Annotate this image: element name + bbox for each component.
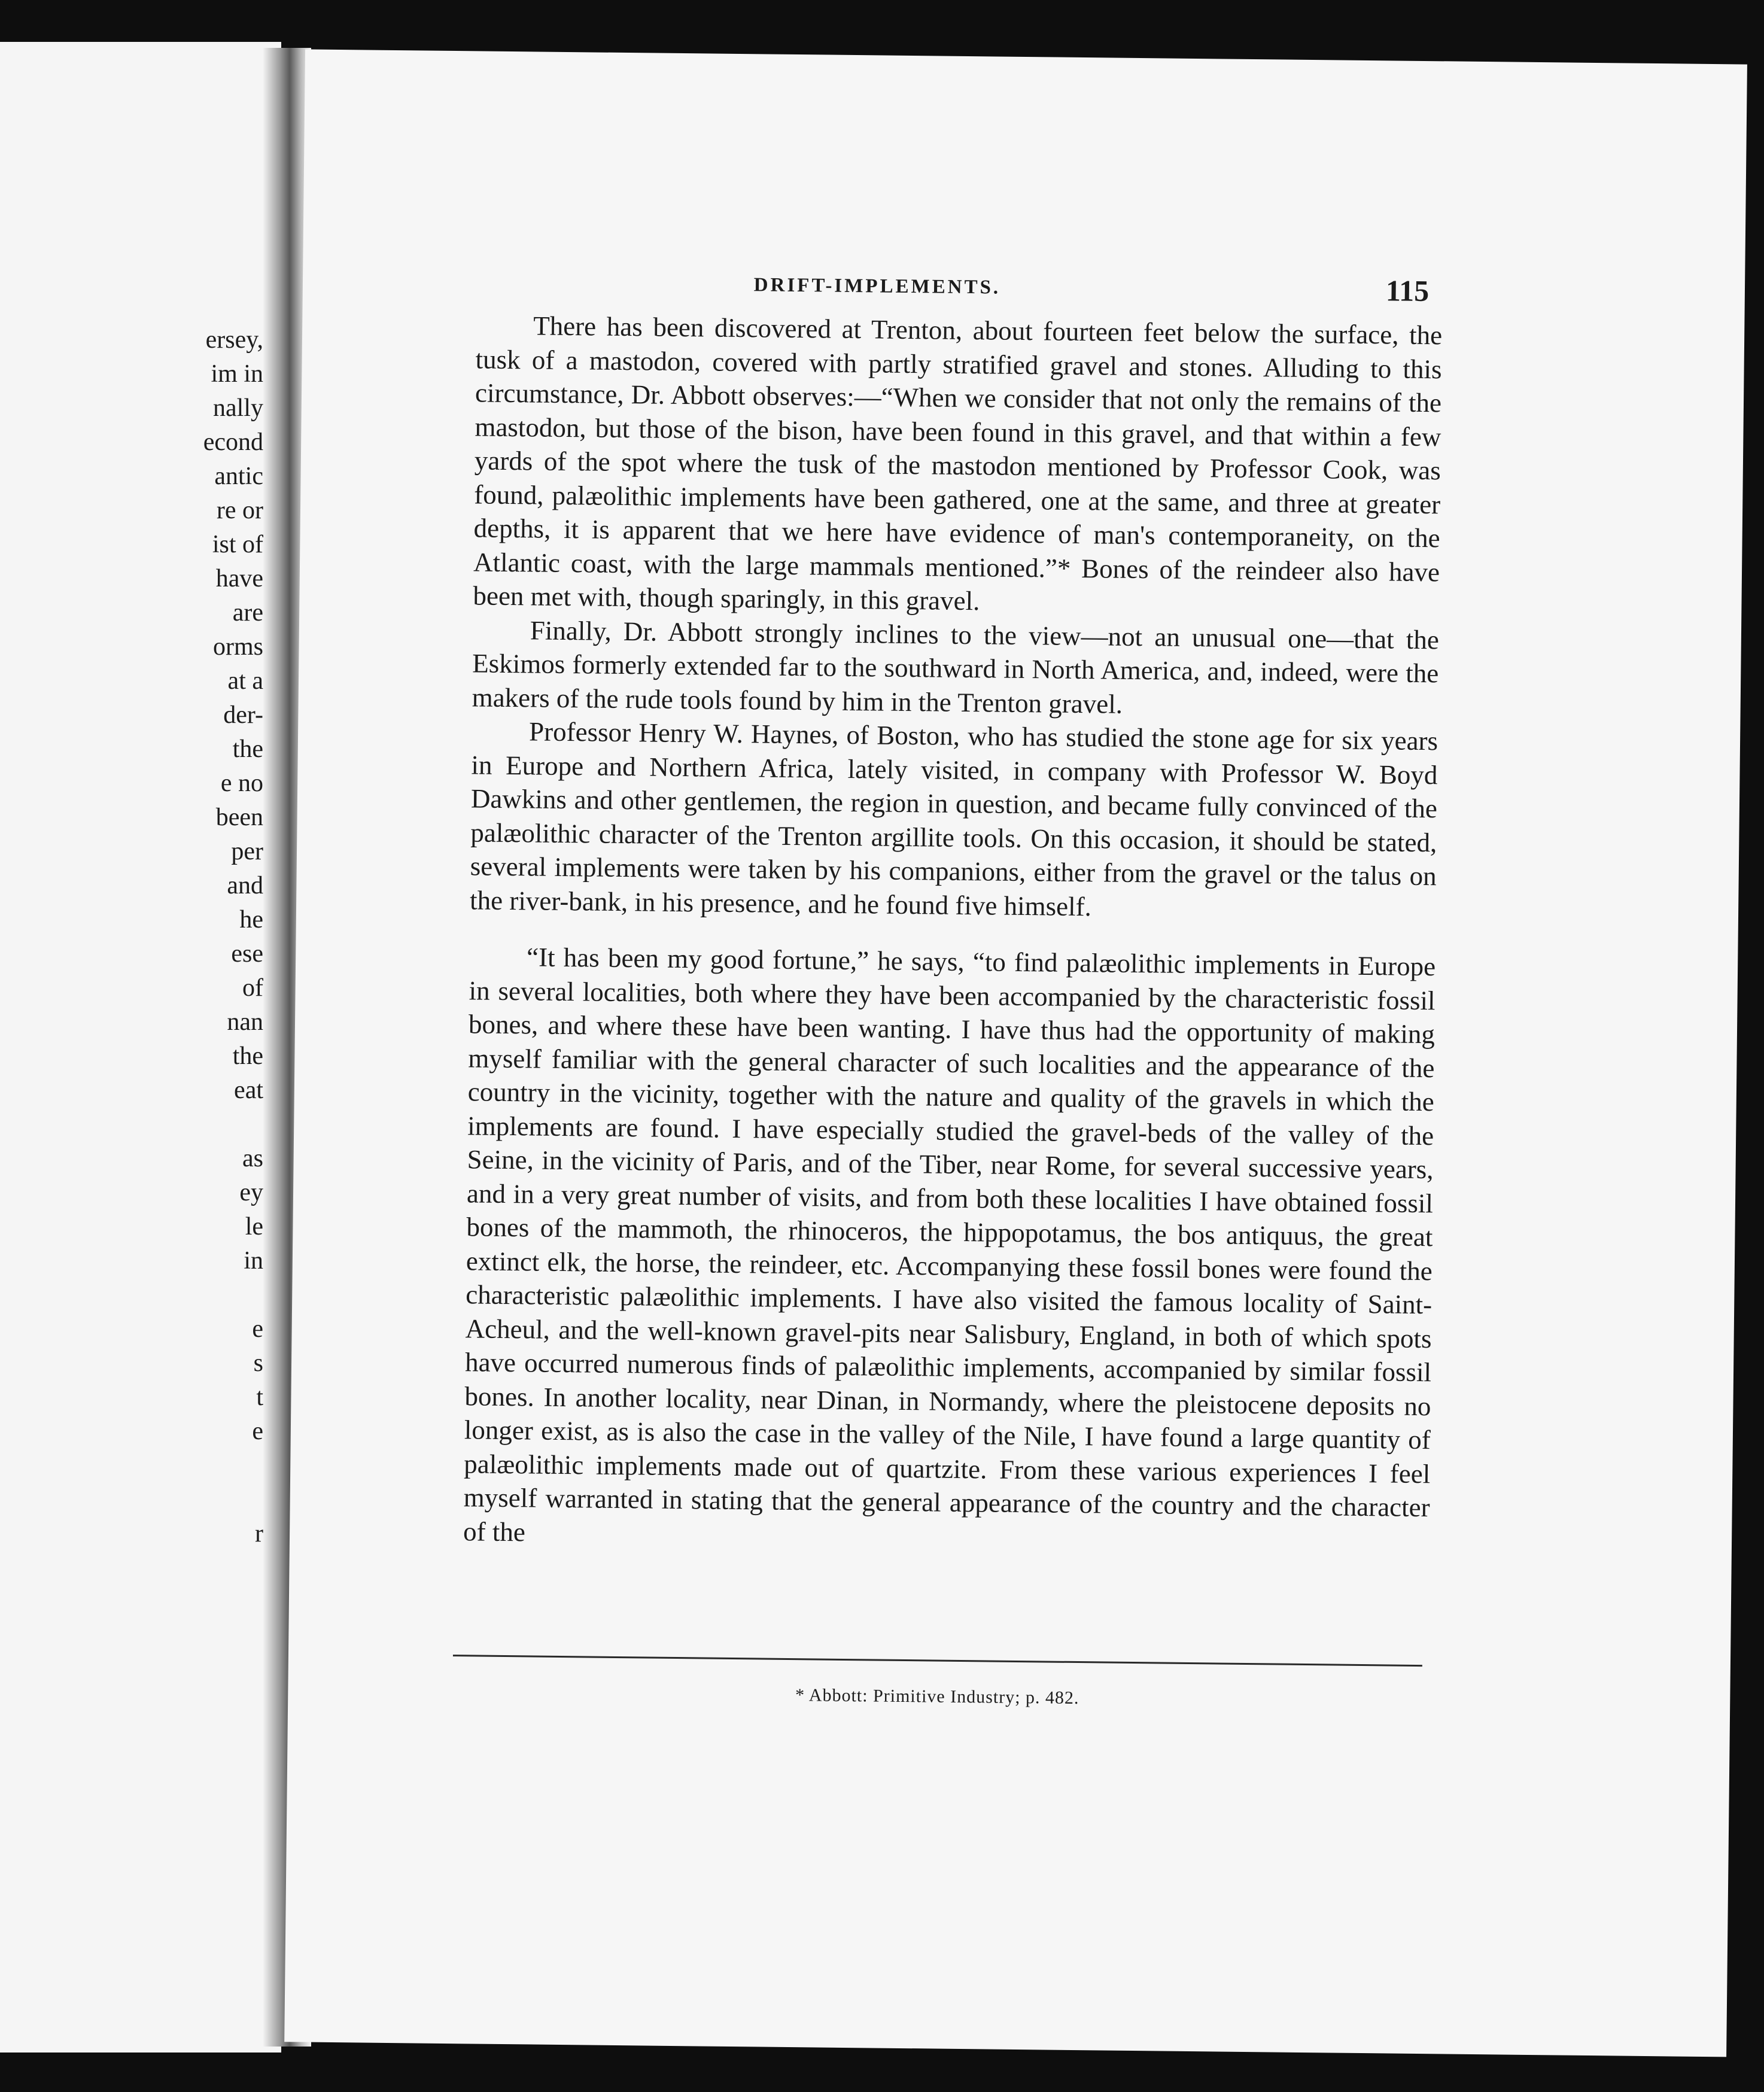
line-fragment: ey xyxy=(239,1179,263,1206)
line-fragment: ist of xyxy=(212,531,263,558)
line-fragment: e xyxy=(252,1418,263,1445)
line-fragment: re or xyxy=(216,497,263,524)
line-fragment xyxy=(185,1278,263,1312)
book-page xyxy=(284,49,1747,2057)
line-fragment: t xyxy=(256,1383,263,1411)
paragraph: Professor Henry W. Haynes, of Boston, who has studied the stone age for six years in Europe and Northern Africa, lately visited, in company with Professor W. Boyd Dawkins and other gentlemen, the region in question, and became fully convinced of the palæolithic character of the Trenton argillite tools. On this occasion, it should be stated, several implements were taken by his companions, either from the gravel or the talus on the river-bank, in his presence, and he found five himself. xyxy=(469,716,1438,922)
line-fragment: been xyxy=(215,804,263,831)
line-fragment: of xyxy=(242,974,263,1002)
line-fragment xyxy=(185,1108,263,1142)
line-fragment: the xyxy=(232,735,263,763)
line-fragment: eat xyxy=(234,1077,263,1104)
paragraph: There has been discovered at Trenton, about fourteen feet below the surface, the tusk of a mastodon, covered with partly stratified gravel and stones. Alluding to this circumstance, Dr. Abbott observes:—“When we consider that not only the remains of the mastodon, but those of the bison, have been found in this gravel, and that within a few yards of the spot where the tusk of the mastodon mentioned by Professor Cook, was found, palæolithic implements have been gathered, one at the same, and three at greater depths, it is apparent that we here have evidence of man's contemporaneity, on the Atlantic coast, with the large mammals mentioned.”* Bones of the reindeer also have been met with, though sparingly, in this gravel. xyxy=(473,311,1443,616)
line-fragment: nally xyxy=(213,394,263,422)
line-fragment: the xyxy=(232,1042,263,1070)
line-fragment xyxy=(185,1483,263,1517)
line-fragment: and xyxy=(227,872,263,899)
paragraph: “It has been my good fortune,” he says, “to find palæolithic implements in Europe in several localities, both where they have been accompanied by the characteristic fossil bones, and where these have been wanting. I have thus had the opportunity of making myself familiar with the general character of such localities and the appearance of the country in the vicinity, together with the nature and quality of the gravels in which the implements are found. I have especially studied the gravel-beds of the valley of the Seine, in the vicinity of Paris, and of the Tiber, near Rome, for several successive years, and in a very great number of visits, and from both these localities I have obtained fossil bones of the mammoth, the rhinoceros, the hippopotamus, the bos antiquus, the great extinct elk, the horse, the reindeer, etc. Accompanying these fossil bones were found the characteristic palæolithic implements. I have also visited the famous locality of Saint-Acheul, and the well-known gravel-pits near Salisbury, England, in both of which spots have occurred numerous finds of palæolithic implements, accompanied by similar fossil bones. In another locality, near Dinan, in Normandy, where the pleistocene deposits no longer exist, as is also the case in the valley of the Nile, I have found a large quantity of palæolithic implements made out of quartzite. From these various experiences I feel myself warranted in stating that the general appearance of the country and the character of the xyxy=(463,942,1436,1547)
line-fragment: orms xyxy=(213,633,263,661)
line-fragment: as xyxy=(242,1145,263,1172)
paragraph: Finally, Dr. Abbott strongly inclines to the view—not an unusual one—that the Eskimos formerly extended far to the southward in North America, and, indeed, were the makers of the rude tools found by him in the Trenton gravel. xyxy=(472,615,1440,719)
line-fragment: ese xyxy=(231,940,263,968)
previous-page xyxy=(0,42,281,2053)
line-fragment: r xyxy=(255,1520,263,1547)
line-fragment: le xyxy=(245,1213,263,1240)
page-number: 115 xyxy=(1385,273,1430,308)
body-text xyxy=(463,308,1443,1558)
line-fragment: in xyxy=(244,1247,263,1275)
line-fragment: ersey, xyxy=(205,326,263,354)
line-fragment: at a xyxy=(227,667,263,695)
line-fragment: e xyxy=(252,1315,263,1343)
line-fragment: per xyxy=(231,838,263,865)
line-fragment: antic xyxy=(214,463,263,490)
footnote-rule xyxy=(453,1655,1422,1667)
line-fragment: he xyxy=(239,906,263,934)
running-head: DRIFT-IMPLEMENTS. xyxy=(753,274,1001,299)
line-fragment: have xyxy=(215,565,263,592)
line-fragment: nan xyxy=(227,1008,263,1036)
previous-page-text xyxy=(185,323,263,1551)
footnote: * Abbott: Primitive Industry; p. 482. xyxy=(795,1685,1079,1708)
line-fragment: econd xyxy=(203,428,263,456)
line-fragment: im in xyxy=(211,360,263,388)
line-fragment: der- xyxy=(223,701,263,729)
line-fragment xyxy=(185,1449,263,1483)
line-fragment: e no xyxy=(220,770,263,797)
line-fragment: s xyxy=(253,1349,263,1377)
line-fragment: are xyxy=(232,599,263,627)
